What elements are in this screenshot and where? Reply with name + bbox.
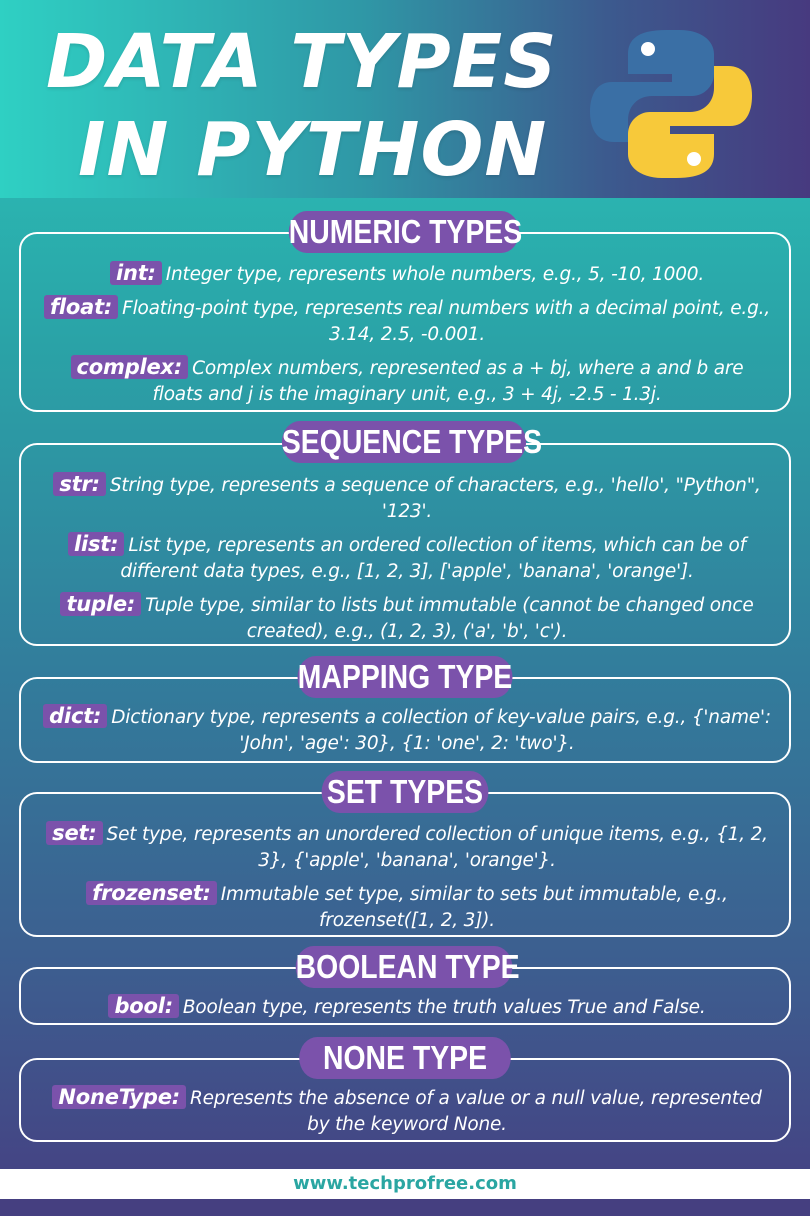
term-label: tuple:	[60, 592, 141, 616]
term-description: Dictionary type, represents a collection of key-value pairs, e.g., {'name': 'John', 'age': 30}, {1: 'one', 2: 'two'}.	[111, 707, 771, 754]
term-description: String type, represents a sequence of characters, e.g., 'hello', "Python", '123'.	[109, 475, 761, 522]
entry-tuple	[43, 591, 771, 645]
entry-frozenset	[43, 880, 771, 934]
title-line-1: DATA TYPES	[46, 19, 558, 105]
term-description: Complex numbers, represented as a + bj, where a and b are floats and j is the imaginary unit, e.g., 3 + 4j, -2.5 - 1.3j.	[152, 358, 744, 405]
entry-int	[43, 260, 771, 288]
section-numeric-types	[19, 232, 791, 412]
term-label: NoneType:	[52, 1085, 186, 1109]
entry-nonetype	[43, 1084, 771, 1138]
section-sequence-types	[19, 443, 791, 646]
entry-float	[43, 294, 771, 348]
term-description: Floating-point type, represents real numbers with a decimal point, e.g., 3.14, 2.5, -0.001.	[122, 298, 771, 345]
section-heading-none: NONE TYPE	[299, 1037, 511, 1079]
header-banner	[0, 0, 810, 198]
python-logo-icon	[588, 24, 754, 184]
term-label: dict:	[43, 704, 107, 728]
term-description: Immutable set type, similar to sets but immutable, e.g., frozenset([1, 2, 3]).	[220, 884, 728, 931]
term-label: str:	[53, 472, 106, 496]
entry-bool	[43, 993, 771, 1021]
section-heading-numeric: NUMERIC TYPES	[289, 211, 519, 253]
section-set-types	[19, 792, 791, 937]
entry-list	[43, 531, 771, 585]
term-label: complex:	[71, 355, 189, 379]
entry-set	[43, 820, 771, 874]
entry-complex	[43, 354, 771, 408]
term-label: int:	[110, 261, 162, 285]
page-title	[46, 18, 606, 194]
website-link[interactable]: www.techprofree.com	[293, 1173, 517, 1194]
term-label: set:	[46, 821, 102, 845]
section-heading-boolean: BOOLEAN TYPE	[296, 946, 513, 988]
section-heading-sequence: SEQUENCE TYPES	[282, 421, 526, 463]
title-line-2: IN PYTHON	[78, 107, 548, 193]
section-heading-mapping: MAPPING TYPE	[298, 656, 513, 698]
entry-str	[43, 471, 771, 525]
section-heading-set: SET TYPES	[322, 771, 489, 813]
term-description: Tuple type, similar to lists but immutable (cannot be changed once created), e.g., (1, 2, 3), ('a', 'b', 'c').	[145, 595, 754, 642]
footer-bar	[0, 1199, 810, 1216]
term-label: frozenset:	[86, 881, 217, 905]
term-label: list:	[68, 532, 124, 556]
term-label: bool:	[108, 994, 178, 1018]
term-description: Set type, represents an unordered collection of unique items, e.g., {1, 2, 3}, {'apple', 'banana', 'orange'}.	[106, 824, 768, 871]
term-label: float:	[44, 295, 118, 319]
entry-dict	[43, 703, 771, 757]
term-description: Represents the absence of a value or a null value, represented by the keyword None.	[189, 1088, 762, 1135]
footer-url[interactable]	[0, 1169, 810, 1199]
term-description: Boolean type, represents the truth values True and False.	[182, 997, 706, 1018]
term-description: List type, represents an ordered collection of items, which can be of different data types, e.g., [1, 2, 3], ['apple', 'banana', 'orange'].	[120, 535, 746, 582]
term-description: Integer type, represents whole numbers, e.g., 5, -10, 1000.	[165, 264, 705, 285]
